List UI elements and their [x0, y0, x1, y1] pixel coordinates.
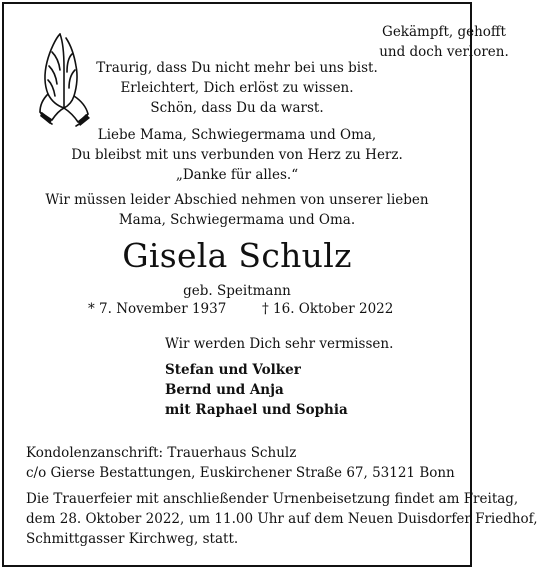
service-line: Schmittgasser Kirchweg, statt.: [26, 531, 239, 547]
announcement-line: Mama, Schwiegermama und Oma.: [118, 212, 356, 228]
service-info: [26, 489, 537, 549]
service-line: dem 28. Oktober 2022, um 11.00 Uhr auf dem Neuen Duisdorfer Friedhof,: [26, 511, 537, 527]
mourner-line: mit Raphael und Sophia: [165, 402, 348, 418]
mourner-line: Bernd und Anja: [165, 382, 284, 398]
motto: [369, 22, 519, 62]
birth-name: geb. Speitmann: [183, 283, 291, 299]
birth-date: * 7. November 1937: [88, 301, 227, 317]
verse-line: Erleichtert, Dich erlöst zu wissen.: [120, 80, 354, 96]
motto-line: Gekämpft, gehofft: [382, 24, 506, 40]
service-line: Die Trauerfeier mit anschließender Urnenbeisetzung findet am Freitag,: [26, 491, 519, 507]
verse-two: [0, 125, 474, 185]
mourner-line: Stefan und Volker: [165, 362, 301, 378]
announcement: [0, 190, 474, 230]
verse-line: Du bleibst mit uns verbunden von Herz zu Herz.: [71, 147, 403, 163]
address-line: c/o Gierse Bestattungen, Euskirchener Straße 67, 53121 Bonn: [26, 465, 455, 481]
announcement-line: Wir müssen leider Abschied nehmen von unserer lieben: [45, 192, 429, 208]
verse-line: Liebe Mama, Schwiegermama und Oma,: [97, 127, 377, 143]
verse-line: Traurig, dass Du nicht mehr bei uns bist.: [96, 60, 378, 76]
motto-line: und doch verloren.: [379, 44, 509, 60]
verse-line: Schön, dass Du da warst.: [150, 100, 324, 116]
death-date: † 16. Oktober 2022: [262, 301, 394, 317]
address-line: Kondolenzanschrift: Trauerhaus Schulz: [26, 445, 297, 461]
condolence-address: [26, 443, 455, 483]
verse-one: [0, 58, 474, 118]
verse-line: „Danke für alles.“: [175, 167, 299, 183]
miss-text: Wir werden Dich sehr vermissen.: [165, 336, 394, 352]
mourners-list: [165, 360, 348, 420]
deceased-name: Gisela Schulz: [122, 236, 352, 275]
